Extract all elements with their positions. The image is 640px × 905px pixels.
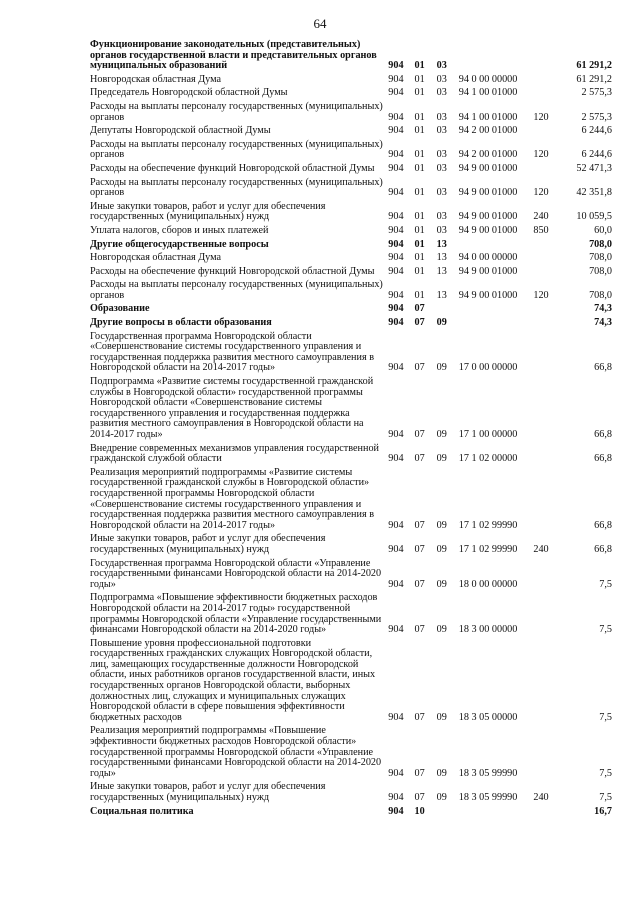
expense-type-code: [533, 468, 559, 535]
amount: 61 291,2: [576, 73, 612, 85]
table-row: [90, 178, 612, 202]
amount: 6 244,6: [581, 125, 612, 137]
section-code: 01: [414, 162, 425, 174]
department-code: 904: [388, 578, 404, 590]
department-code: 904: [388, 624, 404, 636]
subsection-code: 03: [436, 125, 447, 137]
department-code: 904: [388, 111, 404, 123]
department-code: 904: [388, 303, 404, 315]
section-code: 01: [414, 265, 425, 277]
section-code: 07: [414, 453, 425, 465]
expense-type-code: 850: [533, 224, 549, 236]
section-code: 01: [414, 238, 425, 250]
target-article-code: [459, 40, 534, 75]
department-code: 904: [388, 87, 404, 99]
target-article-code: 94 9 00 01000: [458, 289, 518, 301]
expense-type-code: 120: [533, 187, 549, 199]
table-row: [90, 280, 612, 304]
amount: 708,0: [589, 289, 612, 301]
amount: 7,5: [599, 792, 612, 803]
expense-type-code: [533, 267, 559, 281]
budget-table-body: [90, 40, 612, 820]
row-name: Новгородская областная Дума: [90, 252, 222, 264]
expense-type-code: 120: [533, 289, 549, 301]
target-article-code: 94 0 00 00000: [458, 73, 518, 85]
table-row: [90, 318, 612, 332]
subsection-code: 13: [436, 238, 447, 250]
section-code: 07: [414, 792, 425, 803]
target-article-code: 94 1 00 01000: [458, 87, 518, 99]
target-article-code: 18 3 05 99990: [458, 792, 518, 803]
amount: 7,5: [599, 767, 612, 779]
target-article-code: [459, 304, 534, 318]
expense-type-code: [533, 40, 559, 75]
subsection-code: 09: [436, 543, 447, 555]
row-name: Функционирование законодательных (представительных) органов государственной власти и представительных органов муниципальных образований: [90, 39, 377, 72]
subsection-code: 09: [436, 711, 447, 723]
section-code: 07: [414, 362, 425, 374]
subsection-code: 09: [436, 767, 447, 779]
expense-type-code: [533, 164, 559, 178]
expense-type-code: 120: [533, 149, 549, 161]
subsection-code: [437, 304, 459, 318]
section-code: 07: [414, 578, 425, 590]
expense-type-code: [533, 304, 559, 318]
subsection-code: 03: [436, 162, 447, 174]
target-article-code: 94 9 00 01000: [458, 211, 518, 223]
target-article-code: [459, 240, 534, 254]
department-code: 904: [388, 362, 404, 374]
amount: 10 059,5: [576, 211, 612, 223]
department-code: 904: [388, 211, 404, 223]
section-code: 07: [414, 317, 425, 329]
row-name: Расходы на выплаты персоналу государственных (муниципальных) органов: [90, 100, 383, 123]
target-article-code: 18 0 00 00000: [458, 578, 518, 590]
subsection-code: 03: [436, 149, 447, 161]
section-code: 07: [414, 519, 425, 531]
target-article-code: 94 9 00 01000: [458, 265, 518, 277]
table-row: [90, 75, 612, 89]
amount: 66,8: [594, 543, 612, 555]
section-code: 07: [414, 429, 425, 440]
subsection-code: 09: [436, 519, 447, 531]
section-code: 01: [414, 149, 425, 161]
subsection-code: 03: [436, 211, 447, 223]
table-row: [90, 102, 612, 126]
section-code: 07: [414, 543, 425, 555]
expense-type-code: [533, 332, 559, 377]
target-article-code: 18 3 00 00000: [458, 624, 518, 636]
section-code: 01: [414, 224, 425, 236]
target-article-code: 17 0 00 00000: [458, 362, 518, 374]
department-code: 904: [388, 60, 404, 72]
table-row: [90, 807, 612, 821]
subsection-code: 09: [436, 624, 447, 636]
amount: 66,8: [594, 453, 612, 465]
page-number: 64: [313, 16, 327, 31]
subsection-code: 09: [436, 578, 447, 590]
department-code: 904: [388, 289, 404, 301]
section-code: 01: [414, 87, 425, 99]
expense-type-code: [533, 240, 559, 254]
table-row: [90, 202, 612, 226]
row-name: Другие вопросы в области образования: [90, 317, 272, 329]
department-code: 904: [388, 224, 404, 236]
amount: 66,8: [594, 362, 612, 374]
table-row: [90, 253, 612, 267]
section-code: 07: [414, 711, 425, 723]
department-code: 904: [388, 187, 404, 199]
amount: 60,0: [594, 224, 612, 236]
row-name: Реализация мероприятий подпрограммы «Повышение эффективности бюджетных расходов Новгородской области» государственной программы Новгородской области «Управление государственными финансами Новгородской области на 2014-2020 годы»: [90, 725, 382, 779]
table-row: [90, 267, 612, 281]
amount: 74,3: [594, 317, 612, 329]
amount: 61 291,2: [576, 60, 612, 72]
section-code: 01: [414, 111, 425, 123]
expense-type-code: [533, 75, 559, 89]
row-name: Другие общегосударственные вопросы: [90, 238, 269, 250]
row-name: Государственная программа Новгородской области «Управление государственными финансами Новгородской области на 2014-2020 годы»: [90, 557, 382, 590]
row-name: Расходы на обеспечение функций Новгородской областной Думы: [90, 265, 375, 277]
target-article-code: 94 0 00 00000: [458, 252, 518, 264]
subsection-code: 03: [436, 73, 447, 85]
table-row: [90, 559, 612, 594]
amount: 16,7: [594, 805, 612, 817]
row-name: Председатель Новгородской областной Думы: [90, 87, 288, 99]
section-code: 01: [414, 73, 425, 85]
target-article-code: 17 1 00 00000: [458, 429, 518, 440]
amount: 2 575,3: [581, 111, 612, 123]
department-code: 904: [388, 429, 404, 440]
amount: 7,5: [599, 711, 612, 723]
table-row: [90, 88, 612, 102]
subsection-code: 09: [436, 429, 447, 440]
row-name: Реализация мероприятий подпрограммы «Развитие системы государственной гражданской службы в Новгородской области» государственной программы Новгородской области «Совершенствование системы государственного управления и государственная поддержка развития местного самоуправления в Новгородской области на 2014-2017 годы»: [90, 466, 375, 531]
section-code: 07: [414, 303, 425, 315]
row-name: Новгородская областная Дума: [90, 73, 222, 85]
expense-type-code: [533, 559, 559, 594]
row-name: Подпрограмма «Повышение эффективности бюджетных расходов Новгородской области на 2014-2017 годы» государственной программы Новгородской области «Управление государственными финансами Новгородской области на 2014-2020 годы»: [90, 592, 382, 636]
section-code: 01: [414, 289, 425, 301]
table-row: [90, 240, 612, 254]
table-row: [90, 468, 612, 535]
section-code: 01: [414, 60, 425, 72]
table-row: [90, 593, 612, 638]
table-row: [90, 726, 612, 782]
department-code: 904: [388, 711, 404, 723]
department-code: 904: [388, 805, 404, 817]
amount: 66,8: [594, 519, 612, 531]
row-name: Депутаты Новгородской областной Думы: [90, 125, 271, 137]
expense-type-code: [533, 639, 559, 727]
department-code: 904: [388, 543, 404, 555]
amount: 2 575,3: [581, 87, 612, 99]
subsection-code: 13: [436, 252, 447, 264]
target-article-code: 94 2 00 01000: [458, 149, 518, 161]
amount: 7,5: [599, 578, 612, 590]
department-code: 904: [388, 252, 404, 264]
row-name: Иные закупки товаров, работ и услуг для обеспечения государственных (муниципальных) нужд: [90, 533, 326, 555]
subsection-code: 03: [436, 87, 447, 99]
expense-type-code: [533, 807, 559, 821]
department-code: 904: [388, 317, 404, 329]
expense-type-code: 240: [533, 211, 549, 223]
expense-type-code: 120: [533, 111, 549, 123]
target-article-code: [459, 807, 534, 821]
target-article-code: 94 9 00 01000: [458, 187, 518, 199]
amount: 708,0: [589, 238, 612, 250]
subsection-code: 13: [436, 289, 447, 301]
table-row: [90, 444, 612, 468]
section-code: 01: [414, 252, 425, 264]
expense-type-code: [533, 377, 559, 444]
target-article-code: 94 9 00 01000: [458, 224, 518, 236]
table-row: [90, 40, 612, 75]
target-article-code: 17 1 02 00000: [458, 453, 518, 465]
section-code: 07: [414, 767, 425, 779]
expense-type-code: 240: [533, 543, 549, 555]
target-article-code: 94 1 00 01000: [458, 111, 518, 123]
expense-type-code: [533, 126, 559, 140]
expense-type-code: [533, 88, 559, 102]
department-code: 904: [388, 453, 404, 465]
row-name: Повышение уровня профессиональной подготовки государственных гражданских служащих Новгородской области, лиц, замещающих государственные должности Новгородской области, иных работников органов государственной власти, иных государственных органов Новгородской области, выборных должностных лиц, служащих и муниципальных служащих Новгородской области в сфере повышения эффективности бюджетных расходов: [90, 637, 376, 723]
row-name: Расходы на обеспечение функций Новгородской областной Думы: [90, 162, 375, 174]
subsection-code: 03: [436, 111, 447, 123]
subsection-code: 09: [436, 453, 447, 465]
row-name: Иные закупки товаров, работ и услуг для обеспечения государственных (муниципальных) нужд: [90, 781, 326, 803]
budget-table: [90, 40, 612, 820]
table-row: [90, 377, 612, 444]
department-code: 904: [388, 265, 404, 277]
section-code: 10: [414, 805, 425, 817]
amount: 708,0: [589, 252, 612, 264]
target-article-code: 17 1 02 99990: [458, 519, 518, 531]
subsection-code: [437, 807, 459, 821]
expense-type-code: [533, 253, 559, 267]
department-code: 904: [388, 162, 404, 174]
department-code: 904: [388, 73, 404, 85]
row-name: Расходы на выплаты персоналу государственных (муниципальных) органов: [90, 138, 383, 161]
row-name: Социальная политика: [90, 805, 194, 817]
section-code: 01: [414, 125, 425, 137]
section-code: 07: [414, 624, 425, 636]
subsection-code: 09: [436, 792, 447, 803]
department-code: 904: [388, 238, 404, 250]
expense-type-code: [533, 726, 559, 782]
table-row: [90, 140, 612, 164]
target-article-code: 18 3 05 00000: [458, 711, 518, 723]
amount: 6 244,6: [581, 149, 612, 161]
target-article-code: 94 2 00 01000: [458, 125, 518, 137]
expense-type-code: 240: [533, 792, 549, 803]
table-row: [90, 782, 612, 806]
section-code: 01: [414, 187, 425, 199]
table-row: [90, 226, 612, 240]
expense-type-code: [533, 593, 559, 638]
target-article-code: 94 9 00 01000: [458, 162, 518, 174]
subsection-code: 09: [436, 317, 447, 329]
row-name: Иные закупки товаров, работ и услуг для обеспечения государственных (муниципальных) нужд: [90, 200, 326, 223]
department-code: 904: [388, 767, 404, 779]
department-code: 904: [388, 125, 404, 137]
table-row: [90, 332, 612, 377]
department-code: 904: [388, 149, 404, 161]
row-name: Уплата налогов, сборов и иных платежей: [90, 224, 269, 236]
table-row: [90, 164, 612, 178]
subsection-code: 03: [436, 187, 447, 199]
expense-type-code: [533, 318, 559, 332]
amount: 7,5: [599, 624, 612, 636]
row-name: Государственная программа Новгородской области «Совершенствование системы государственного управления и государственная поддержка развития местного самоуправления в Новгородской области на 2014-2017 годы»: [90, 330, 375, 374]
target-article-code: 18 3 05 99990: [458, 767, 518, 779]
amount: 708,0: [589, 265, 612, 277]
row-name: Внедрение современных механизмов управления государственной гражданской службой области: [90, 442, 379, 465]
target-article-code: [459, 318, 534, 332]
amount: 66,8: [594, 429, 612, 440]
section-code: 01: [414, 211, 425, 223]
department-code: 904: [388, 519, 404, 531]
table-row: [90, 304, 612, 318]
table-row: [90, 534, 612, 558]
amount: 74,3: [594, 303, 612, 315]
table-row: [90, 126, 612, 140]
row-name: Образование: [90, 303, 150, 315]
target-article-code: 17 1 02 99990: [458, 543, 518, 555]
row-name: Расходы на выплаты персоналу государственных (муниципальных) органов: [90, 279, 383, 301]
subsection-code: 13: [436, 265, 447, 277]
subsection-code: 09: [436, 362, 447, 374]
department-code: 904: [388, 792, 404, 803]
amount: 42 351,8: [576, 187, 612, 199]
row-name: Расходы на выплаты персоналу государственных (муниципальных) органов: [90, 176, 383, 199]
table-row: [90, 639, 612, 727]
amount: 52 471,3: [576, 162, 612, 174]
subsection-code: 03: [436, 224, 447, 236]
row-name: Подпрограмма «Развитие системы государственной гражданской службы в Новгородской области» государственной программы Новгородской области «Совершенствование системы государственного управления и государственная поддержка развития местного самоуправления в Новгородской области на 2014-2017 годы»: [90, 376, 374, 440]
expense-type-code: [533, 444, 559, 468]
subsection-code: 03: [436, 60, 447, 72]
